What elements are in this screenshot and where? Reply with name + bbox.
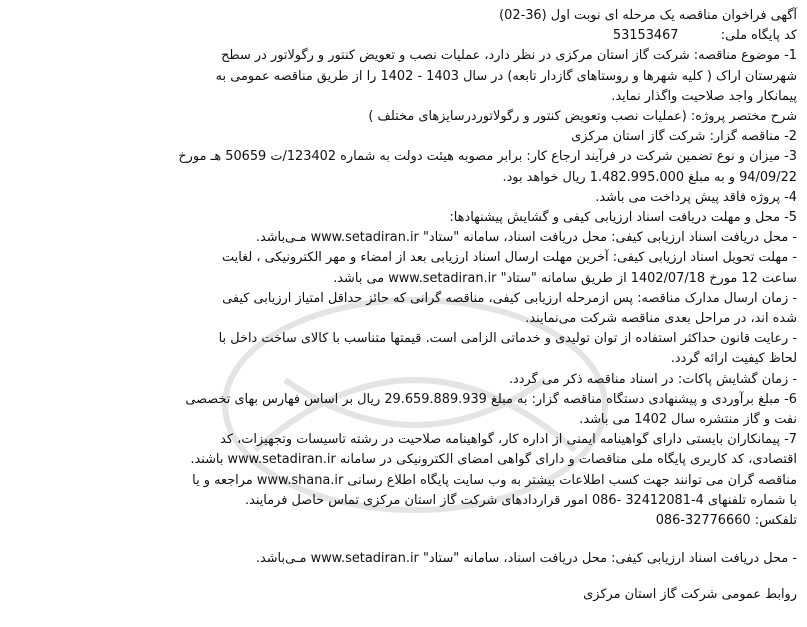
notice-line: - محل دریافت اسناد ارزیابی کیفی: محل دریافت اسناد، سامانه "ستاد" www.setadiran.ir مـی‌باشد. [255,230,797,246]
notice-line: - زمان ارسال مدارک مناقصه: پس ازمرحله ارزیابی کیفی، مناقصه گرانی که حائز حداقل امتیاز ارزیابی کیفی [222,290,797,306]
notice-line: شهرستان اراک ( کلیه شهرها و روستاهای گازدار تابعه) در سال 1403 - 1402 را از طریق مناقصه عمومی به [215,68,797,84]
repeated-document-location-line: - محل دریافت اسناد ارزیابی کیفی: محل دریافت اسناد، سامانه "ستاد" www.setadiran.ir مـی‌باشد. [255,551,797,567]
notice-title: آگهی فراخوان مناقصه یک مرحله ای نوبت اول (36-02) [499,8,797,23]
notice-line: با شماره تلفنهای 4-32412081 -086 امور قراردادهای شرکت گاز استان مرکزی تماس حاصل فرمایند. [244,492,797,508]
notice-line: 3- میزان و نوع تضمین شرکت در فرآیند ارجاع کار: برابر مصوبه هیئت دولت به شماره 123402/ت 50659 هـ مورخ [178,149,797,165]
notice-line: شده اند، در مراحل بعدی مناقصه شرکت می‌نمایند. [525,311,797,327]
notice-line: اقتصادی، کد کاربری پایگاه ملی مناقصات و دارای گواهی امضای الکترونیکی در سامانه www.setadiran.ir باشند. [190,452,797,468]
telefax-line: تلفکس: 32776660-086 [655,513,797,529]
notice-line: ساعت 12 مورخ 1402/07/18 از طریق سامانه "ستاد" www.setadiran.ir می باشد. [333,270,797,286]
notice-line: 94/09/22 و به مبلغ 1.482.995.000 ریال خواهد بود. [502,169,797,185]
notice-line: شرح مختصر پروژه: (عملیات نصب وتعویض کنتور و رگولاتوردرسایزهای مختلف ) [368,109,797,125]
notice-line: لحاظ کیفیت ارائه گردد. [670,351,797,367]
notice-line: 7- پیمانکاران بایستی دارای گواهینامه ایمنی از اداره کار، گواهینامه صلاحیت در رشته تاسیسات وتجهیزات، کد [220,432,797,448]
notice-line: 4- پروژه فاقد پیش پرداخت می باشد. [595,189,797,205]
national-code-label: کد پایگاه ملی: [720,28,797,44]
notice-line: 5- محل و مهلت دریافت اسناد ارزیابی کیفی و گشایش پیشنهادها: [449,210,797,226]
notice-line: - رعایت قانون حداکثر استفاده از توان تولیدی و خدماتی الزامی است. قیمتها متناسب با کالای ساخت داخل با [218,331,797,347]
notice-line: - زمان گشایش پاکات: در اسناد مناقصه ذکر می گردد. [508,371,797,387]
tender-notice [8,6,797,606]
notice-line: پیمانکار واجد صلاحیت واگذار نماید. [611,88,797,104]
notice-line: - مهلت تحویل اسناد ارزیابی کیفی: آخرین مهلت ارسال اسناد ارزیابی بعد از امضاء و مهر الکترونیکی ، لغایت [222,250,797,266]
public-relations-signature: روابط عمومی شرکت گاز استان مرکزی [583,587,797,603]
notice-line: 1- موضوع مناقصه: شرکت گاز استان مرکزی در نظر دارد، عملیات نصب و تعویض کنتور و رگولاتور در سطح [221,48,797,64]
notice-line: 2- مناقصه گزار: شرکت گاز استان مرکزی [571,129,797,145]
notice-line: مناقصه گران می توانند جهت کسب اطلاعات بیشتر به وب سایت پایگاه اطلاع رسانی www.shana.ir مراجعه و یا [192,472,797,488]
national-code-value: 53153467 [612,28,679,44]
notice-line: نفت و گاز منتشره سال 1402 می باشد. [579,412,797,428]
national-code-line [8,26,797,46]
notice-line: 6- مبلغ برآوردی و پیشنهادی دستگاه مناقصه گزار: به مبلغ 29.659.889.939 ریال بر اساس فهارس بهای تخصصی [185,391,797,407]
